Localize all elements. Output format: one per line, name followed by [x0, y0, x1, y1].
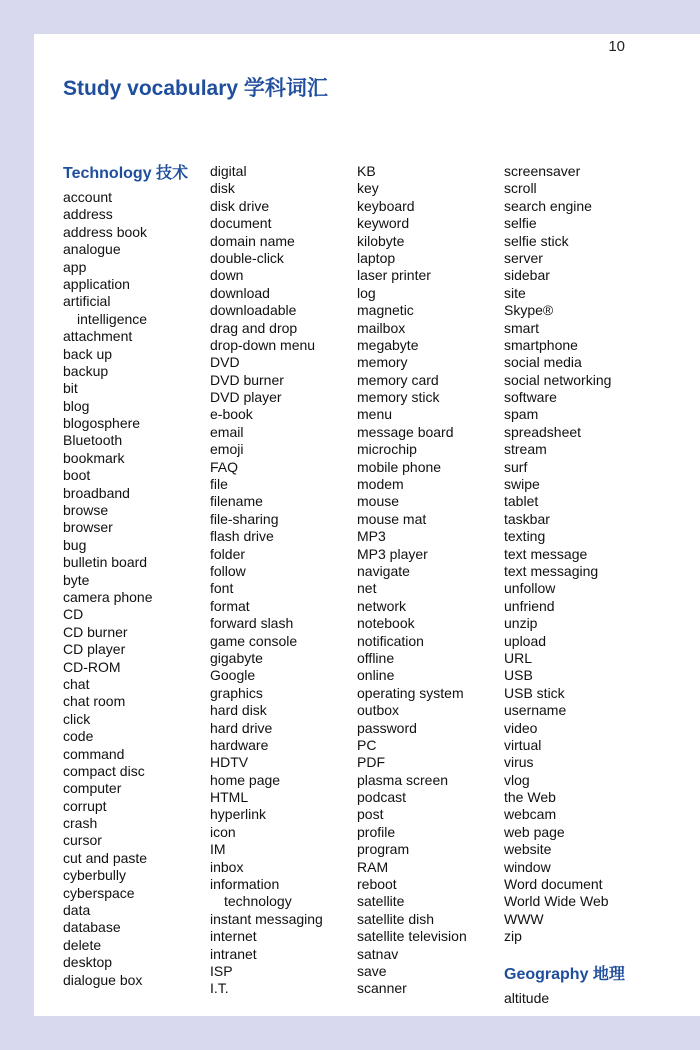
vocabulary-word: notebook	[357, 615, 415, 632]
vocabulary-word: forward slash	[210, 615, 294, 632]
vocabulary-word: search engine	[504, 197, 592, 214]
vocabulary-word: key	[357, 180, 379, 197]
word-list-column-1	[63, 189, 188, 989]
vocabulary-word: log	[357, 284, 376, 301]
vocabulary-word: DVD burner	[210, 371, 284, 388]
vocabulary-word: memory	[357, 354, 408, 371]
vocabulary-word: reboot	[357, 876, 397, 893]
vocabulary-word: IM	[210, 841, 226, 858]
vocabulary-word: broadband	[63, 484, 130, 501]
vocabulary-word: network	[357, 597, 407, 614]
vocabulary-word: folder	[210, 545, 246, 562]
vocabulary-word: downloadable	[210, 302, 297, 319]
vocabulary-word: username	[504, 702, 567, 719]
vocabulary-word: desktop	[63, 954, 113, 971]
vocabulary-word: disk	[210, 180, 235, 197]
vocabulary-word: social media	[504, 354, 582, 371]
vocabulary-word: HTML	[210, 789, 249, 806]
vocabulary-word: backup	[63, 362, 109, 379]
vocabulary-word: selfie	[504, 215, 537, 232]
vocabulary-word: artificial	[63, 293, 111, 310]
vocabulary-word: instant messaging	[210, 910, 323, 927]
vocabulary-word: document	[210, 215, 272, 232]
vocabulary-word: attachment	[63, 328, 133, 345]
vocabulary-word: graphics	[210, 684, 263, 701]
vocabulary-word: megabyte	[357, 336, 419, 353]
vocabulary-word: crash	[63, 815, 98, 832]
vocabulary-word: command	[63, 745, 125, 762]
vocabulary-word: download	[210, 284, 270, 301]
vocabulary-word: smartphone	[504, 336, 578, 353]
vocabulary-word: text messaging	[504, 562, 599, 579]
vocabulary-word: webcam	[504, 806, 557, 823]
vocabulary-word: PDF	[357, 754, 385, 771]
vocabulary-word: Word document	[504, 876, 603, 893]
vocabulary-word: taskbar	[504, 510, 550, 527]
vocabulary-word: hyperlink	[210, 806, 267, 823]
vocabulary-word: CD-ROM	[63, 658, 121, 675]
vocabulary-word: net	[357, 580, 377, 597]
vocabulary-word: scroll	[504, 180, 537, 197]
vocabulary-word: online	[357, 667, 395, 684]
vocabulary-word: Skype®	[504, 302, 554, 319]
vocabulary-word: URL	[504, 649, 533, 666]
vocabulary-word: mouse	[357, 493, 400, 510]
vocabulary-word: virus	[504, 754, 534, 771]
vocabulary-word: double-click	[210, 249, 284, 266]
vocabulary-word: Google	[210, 667, 256, 684]
vocabulary-word: program	[357, 841, 410, 858]
vocabulary-word: modem	[357, 476, 404, 493]
vocabulary-word: information	[210, 876, 280, 893]
vocabulary-word: spreadsheet	[504, 423, 582, 440]
vocabulary-word: cyberbully	[63, 867, 127, 884]
vocabulary-word: format	[210, 597, 250, 614]
vocabulary-word: operating system	[357, 684, 464, 701]
vocabulary-word: laptop	[357, 249, 396, 266]
vocabulary-word: MP3 player	[357, 545, 428, 562]
vocabulary-word: selfie stick	[504, 232, 569, 249]
vocabulary-word: WWW	[504, 910, 544, 927]
vocabulary-word: save	[357, 962, 387, 979]
vocabulary-word: browse	[63, 502, 109, 519]
page-title: Study vocabulary 学科词汇	[63, 77, 328, 100]
vocabulary-word: data	[63, 902, 91, 919]
vocabulary-word: tablet	[504, 493, 539, 510]
geography-heading: Geography 地理	[504, 965, 625, 983]
vocabulary-word: delete	[63, 936, 102, 953]
vocabulary-word: HDTV	[210, 754, 249, 771]
vocabulary-word: sidebar	[504, 267, 550, 284]
vocabulary-word: memory card	[357, 371, 439, 388]
vocabulary-word: cut and paste	[63, 849, 148, 866]
vocabulary-word: byte	[63, 571, 90, 588]
vocabulary-word: emoji	[210, 441, 244, 458]
vocabulary-word: mouse mat	[357, 510, 427, 527]
vocabulary-word: digital	[210, 163, 247, 179]
vocabulary-word: outbox	[357, 702, 400, 719]
vocabulary-word: password	[357, 719, 417, 736]
vocabulary-word: blogosphere	[63, 415, 141, 432]
vocabulary-word: analogue	[63, 241, 121, 258]
vocabulary-word: bit	[63, 380, 78, 397]
vocabulary-word: camera phone	[63, 588, 153, 605]
vocabulary-word: filename	[210, 493, 263, 510]
vocabulary-word: unfriend	[504, 597, 555, 614]
vocabulary-word: video	[504, 719, 538, 736]
vocabulary-word: notification	[357, 632, 424, 649]
vocabulary-word: CD	[63, 606, 84, 623]
vocabulary-word: stream	[504, 441, 547, 458]
vocabulary-word: back up	[63, 345, 113, 362]
vocabulary-word: cursor	[63, 832, 102, 849]
technology-heading: Technology 技术	[63, 165, 189, 182]
vocabulary-word: PC	[357, 736, 377, 753]
vocabulary-word: satnav	[357, 945, 399, 962]
vocabulary-word: Bluetooth	[63, 432, 123, 449]
vocabulary-word: email	[210, 423, 244, 440]
vocabulary-word: e-book	[210, 406, 253, 423]
vocabulary-word: technology	[224, 893, 292, 910]
column-4	[504, 163, 625, 1007]
vocabulary-word: unfollow	[504, 580, 556, 597]
vocabulary-word: disk drive	[210, 197, 270, 214]
vocabulary-word: browser	[63, 519, 113, 536]
vocabulary-word: hardware	[210, 736, 269, 753]
vocabulary-word: website	[504, 841, 552, 858]
vocabulary-word: window	[504, 858, 551, 875]
vocabulary-word: swipe	[504, 476, 540, 493]
vocabulary-word: USB stick	[504, 684, 565, 701]
vocabulary-word: menu	[357, 406, 393, 423]
vocabulary-word: the Web	[504, 789, 556, 806]
vocabulary-word: RAM	[357, 858, 389, 875]
vocabulary-word: DVD	[210, 354, 240, 371]
vocabulary-word: CD burner	[63, 623, 128, 640]
vocabulary-word: profile	[357, 823, 396, 840]
vocabulary-word: server	[504, 249, 543, 266]
vocabulary-word: I.T.	[210, 980, 229, 997]
column-2	[210, 163, 323, 998]
vocabulary-word: satellite television	[357, 928, 467, 945]
vocabulary-word: chat room	[63, 693, 126, 710]
vocabulary-word: computer	[63, 780, 122, 797]
column-1	[63, 163, 188, 989]
vocabulary-word: FAQ	[210, 458, 239, 475]
vocabulary-word: magnetic	[357, 302, 414, 319]
vocabulary-word: social networking	[504, 371, 612, 388]
vocabulary-word: message board	[357, 423, 454, 440]
vocabulary-word: address	[63, 206, 113, 223]
vocabulary-word: keyboard	[357, 197, 415, 214]
vocabulary-word: drop-down menu	[210, 336, 316, 353]
vocabulary-word: texting	[504, 528, 546, 545]
vocabulary-word: blog	[63, 397, 90, 414]
vocabulary-word: app	[63, 258, 87, 275]
vocabulary-word: compact disc	[63, 762, 145, 779]
vocabulary-word: kilobyte	[357, 232, 405, 249]
vocabulary-word: smart	[504, 319, 539, 336]
vocabulary-word: bug	[63, 536, 87, 553]
vocabulary-word: bulletin board	[63, 554, 148, 571]
vocabulary-word: code	[63, 728, 94, 745]
vocabulary-word: keyword	[357, 215, 410, 232]
vocabulary-word: down	[210, 267, 244, 284]
vocabulary-word: screensaver	[504, 163, 581, 179]
vocabulary-word: intelligence	[77, 310, 148, 327]
vocabulary-word: cyberspace	[63, 884, 135, 901]
vocabulary-word: follow	[210, 562, 246, 579]
vocabulary-word: site	[504, 284, 526, 301]
vocabulary-word: dialogue box	[63, 971, 143, 988]
vocabulary-word: corrupt	[63, 797, 107, 814]
vocabulary-word: MP3	[357, 528, 386, 545]
vocabulary-word: KB	[357, 163, 376, 179]
vocabulary-word: domain name	[210, 232, 295, 249]
vocabulary-word: web page	[504, 823, 565, 840]
vocabulary-word: application	[63, 275, 130, 292]
vocabulary-word: upload	[504, 632, 547, 649]
vocabulary-word: spam	[504, 406, 539, 423]
vocabulary-word: intranet	[210, 945, 257, 962]
vocabulary-word: ISP	[210, 962, 233, 979]
vocabulary-word: memory stick	[357, 389, 440, 406]
vocabulary-word: font	[210, 580, 234, 597]
vocabulary-word: gigabyte	[210, 649, 263, 666]
vocabulary-word: podcast	[357, 789, 407, 806]
vocabulary-word: laser printer	[357, 267, 431, 284]
vocabulary-word: hard drive	[210, 719, 273, 736]
vocabulary-word: offline	[357, 649, 395, 666]
vocabulary-word: surf	[504, 458, 528, 475]
vocabulary-word: inbox	[210, 858, 244, 875]
vocabulary-word: satellite dish	[357, 910, 435, 927]
word-list-column-4	[504, 163, 625, 946]
vocabulary-word: post	[357, 806, 384, 823]
vocabulary-word: mobile phone	[357, 458, 442, 475]
vocabulary-word: game console	[210, 632, 298, 649]
vocabulary-word: flash drive	[210, 528, 274, 545]
vocabulary-word: account	[63, 189, 113, 205]
vocabulary-word: microchip	[357, 441, 417, 458]
vocabulary-word: database	[63, 919, 121, 936]
vocabulary-word: file	[210, 476, 228, 493]
vocabulary-word: icon	[210, 823, 236, 840]
vocabulary-word: software	[504, 389, 557, 406]
vocabulary-word: virtual	[504, 736, 542, 753]
vocabulary-word: unzip	[504, 615, 538, 632]
vocabulary-word: scanner	[357, 980, 407, 997]
vocabulary-word: satellite	[357, 893, 405, 910]
vocabulary-word: internet	[210, 928, 257, 945]
vocabulary-word: text message	[504, 545, 588, 562]
column-3	[357, 163, 467, 998]
vocabulary-word: DVD player	[210, 389, 282, 406]
vocabulary-word: chat	[63, 675, 90, 692]
vocabulary-word: file-sharing	[210, 510, 279, 527]
word-list-column-3	[357, 163, 467, 998]
vocabulary-word: plasma screen	[357, 771, 449, 788]
vocabulary-word: address book	[63, 223, 148, 240]
word-list-column-2	[210, 163, 323, 998]
word-list-geography	[504, 990, 625, 1007]
vocabulary-word: USB	[504, 667, 533, 684]
vocabulary-word: bookmark	[63, 449, 125, 466]
vocabulary-word: vlog	[504, 771, 530, 788]
vocabulary-word: mailbox	[357, 319, 406, 336]
vocabulary-word: home page	[210, 771, 281, 788]
vocabulary-word: click	[63, 710, 91, 727]
vocabulary-word: hard disk	[210, 702, 267, 719]
vocabulary-word: drag and drop	[210, 319, 298, 336]
page-number: 10	[608, 38, 625, 55]
vocabulary-word: World Wide Web	[504, 893, 609, 910]
vocabulary-word: altitude	[504, 989, 550, 1006]
vocabulary-word: zip	[504, 928, 522, 945]
vocabulary-word: CD player	[63, 641, 126, 658]
vocabulary-word: boot	[63, 467, 91, 484]
vocabulary-word: navigate	[357, 562, 410, 579]
